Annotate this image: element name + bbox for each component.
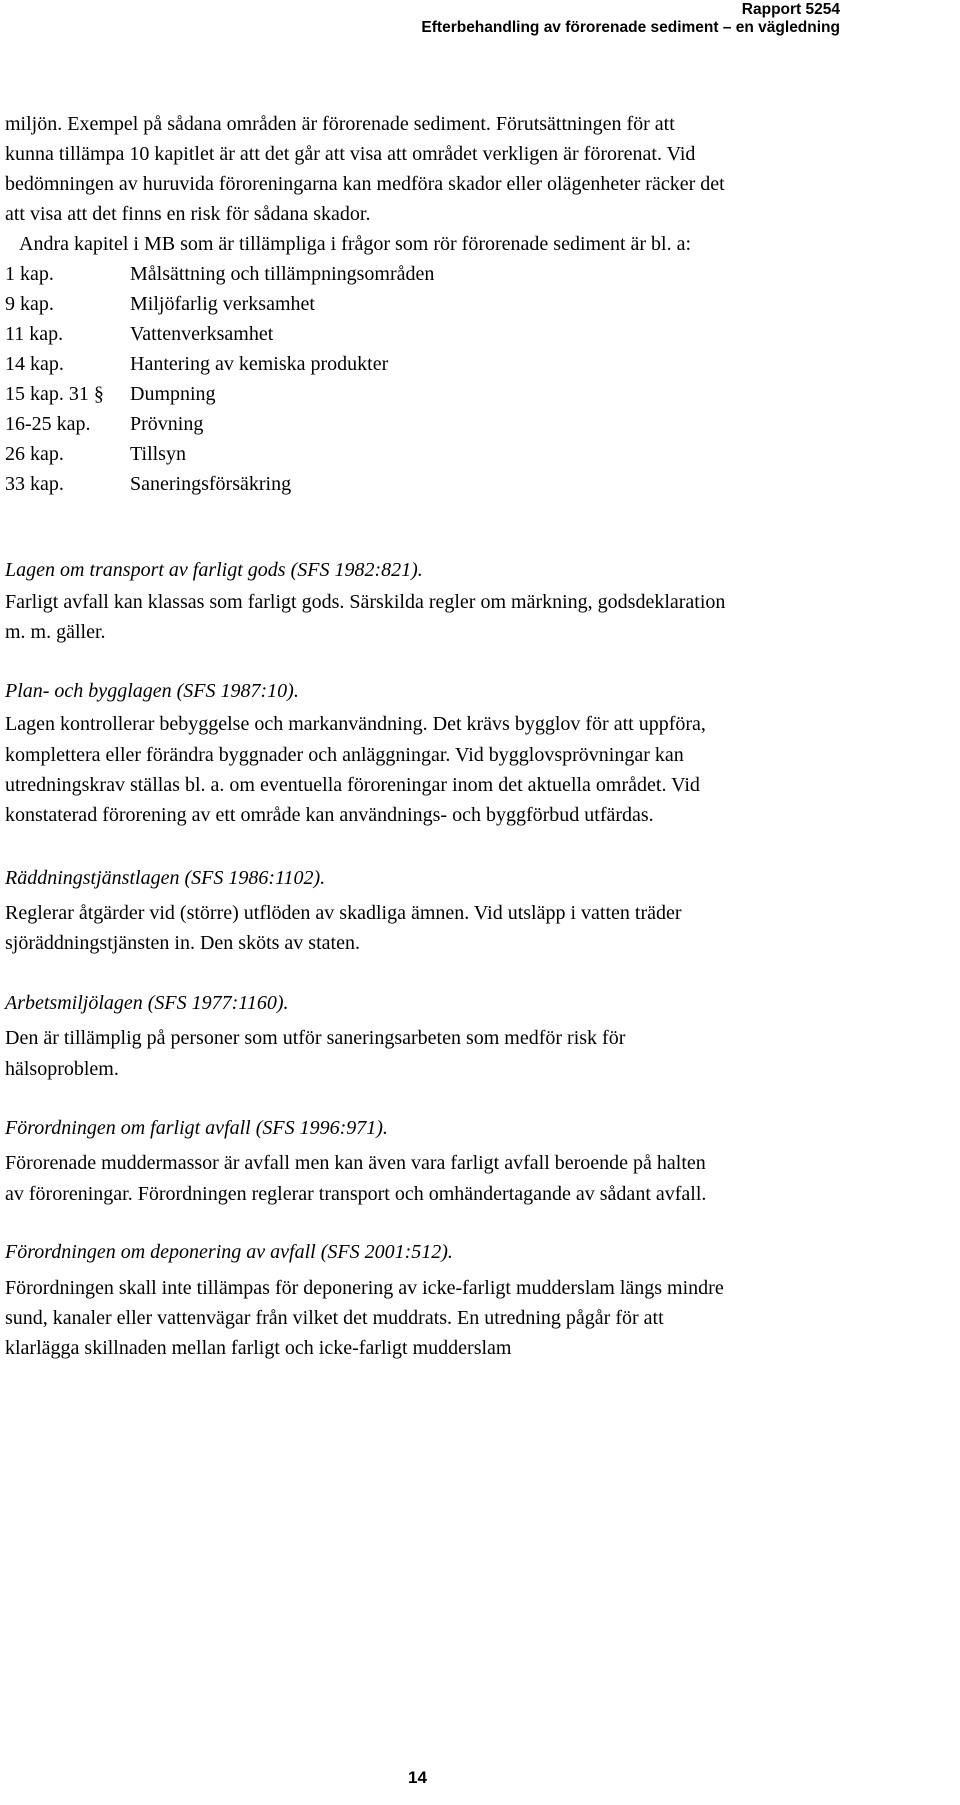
- section-line: sund, kanaler eller vattenvägar från vilket det muddrats. En utredning pågår för att: [5, 1307, 664, 1329]
- section-line: Farligt avfall kan klassas som farligt gods. Särskilda regler om märkning, godsdeklaration: [5, 591, 726, 613]
- section-line: utredningskrav ställas bl. a. om eventuella föroreningar inom det aktuella området. Vid: [5, 774, 700, 796]
- section-line: m. m. gäller.: [5, 621, 106, 643]
- chapter-number: 16-25 kap.: [5, 413, 91, 435]
- intro-line: bedömningen av huruvida föroreningarna kan medföra skador eller olägenheter räcker det: [5, 173, 725, 195]
- chapter-number: 9 kap.: [5, 293, 54, 315]
- section-line: hälsoproblem.: [5, 1058, 119, 1080]
- intro-line: miljön. Exempel på sådana områden är förorenade sediment. Förutsättningen för att: [5, 113, 675, 135]
- page-number: 14: [408, 1768, 427, 1787]
- section-heading: Räddningstjänstlagen (SFS 1986:1102).: [5, 867, 326, 889]
- section-heading: Plan- och bygglagen (SFS 1987:10).: [5, 680, 299, 702]
- report-number: Rapport 5254: [741, 1, 840, 18]
- chapter-description: Dumpning: [130, 383, 216, 405]
- section-line: komplettera eller förändra byggnader och anläggningar. Vid bygglovsprövningar kan: [5, 744, 684, 766]
- section-line: Förordningen skall inte tillämpas för deponering av icke-farligt mudderslam längs mindre: [5, 1277, 724, 1299]
- chapter-description: Miljöfarlig verksamhet: [130, 293, 315, 315]
- intro-line: att visa att det finns en risk för sådana skador.: [5, 203, 371, 225]
- chapter-number: 11 kap.: [5, 323, 64, 345]
- chapter-number: 15 kap. 31 §: [5, 383, 104, 405]
- section-line: Lagen kontrollerar bebyggelse och markanvändning. Det krävs bygglov för att uppföra,: [5, 713, 706, 735]
- chapter-description: Tillsyn: [130, 443, 186, 465]
- chapter-number: 33 kap.: [5, 473, 64, 495]
- section-line: konstaterad förorening av ett område kan användnings- och byggförbud utfärdas.: [5, 804, 654, 826]
- section-heading: Arbetsmiljölagen (SFS 1977:1160).: [5, 992, 289, 1014]
- section-line: Förorenade muddermassor är avfall men kan även vara farligt avfall beroende på halten: [5, 1152, 706, 1174]
- section-heading: Lagen om transport av farligt gods (SFS 1982:821).: [5, 559, 423, 581]
- chapter-number: 14 kap.: [5, 353, 64, 375]
- chapter-description: Målsättning och tillämpningsområden: [130, 263, 435, 285]
- chapter-number: 26 kap.: [5, 443, 64, 465]
- section-line: klarlägga skillnaden mellan farligt och icke-farligt mudderslam: [5, 1337, 512, 1359]
- section-line: sjöräddningstjänsten in. Den sköts av staten.: [5, 932, 360, 954]
- section-line: av föroreningar. Förordningen reglerar transport och omhändertagande av sådant avfall.: [5, 1183, 707, 1205]
- chapter-description: Vattenverksamhet: [130, 323, 274, 345]
- section-heading: Förordningen om deponering av avfall (SFS 2001:512).: [5, 1241, 453, 1263]
- section-line: Reglerar åtgärder vid (större) utflöden av skadliga ämnen. Vid utsläpp i vatten träder: [5, 902, 682, 924]
- chapter-description: Saneringsförsäkring: [130, 473, 292, 495]
- report-title: Efterbehandling av förorenade sediment – en vägledning: [421, 19, 840, 36]
- section-line: Den är tillämplig på personer som utför saneringsarbeten som medför risk för: [5, 1027, 626, 1049]
- intro-line: kunna tillämpa 10 kapitlet är att det går att visa att området verkligen är förorenat. Vid: [5, 143, 696, 165]
- chapter-number: 1 kap.: [5, 263, 54, 285]
- mb-intro: Andra kapitel i MB som är tillämpliga i frågor som rör förorenade sediment är bl. a:: [19, 233, 692, 255]
- chapter-description: Prövning: [130, 413, 204, 435]
- section-heading: Förordningen om farligt avfall (SFS 1996:971).: [5, 1117, 388, 1139]
- chapter-description: Hantering av kemiska produkter: [130, 353, 389, 375]
